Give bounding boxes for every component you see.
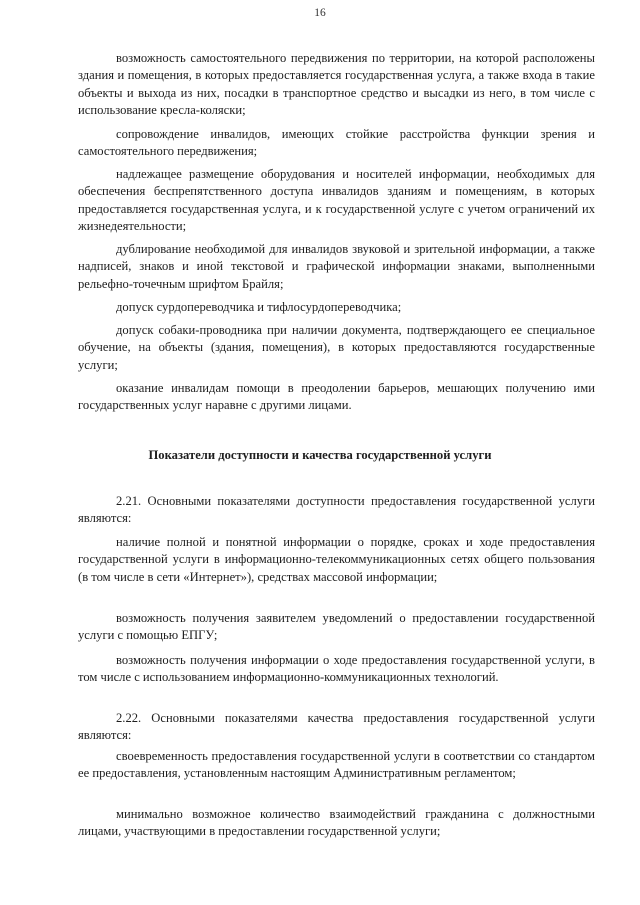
paragraph-information-availability: наличие полной и понятной информации о порядке, сроках и ходе предоставления государственной услуги в информационно-телекоммуникационных сетях общего пользования (в том числе в сети «Интернет»), средствах массовой информации; — [78, 535, 595, 584]
paragraph-notifications: возможность получения заявителем уведомлений о предоставлении государственной услуги с помощью ЕПГУ; — [78, 611, 595, 643]
paragraph-2-22: 2.22. Основными показателями качества предоставления государственной услуги являются: — [78, 711, 595, 743]
paragraph-progress-information: возможность получения информации о ходе предоставления государственной услуги, в том числе с использованием информационно-коммуникационных технологий. — [78, 653, 595, 685]
paragraph-equipment-placement: надлежащее размещение оборудования и носителей информации, необходимых для обеспечения беспрепятственного доступа инвалидов зданиям и помещениям, в которых предоставляется государственная услуга, и к государственной услуге с учетом ограничений их жизнедеятельности; — [78, 167, 595, 233]
paragraph-assistance: оказание инвалидам помощи в преодолении барьеров, мешающих получению ими государственных услуг наравне с другими лицами. — [78, 381, 595, 413]
page-number: 16 — [314, 7, 326, 19]
paragraph-mobility: возможность самостоятельного передвижения по территории, на которой расположены здания и помещения, в которых предоставляется государственная услуга, а также входа в такие объекты и выхода из них, посадки в транспортное средство и высадки из него, в том числе с использование кресла-коляски; — [78, 51, 595, 117]
paragraph-duplication: дублирование необходимой для инвалидов звуковой и зрительной информации, а также надписей, знаков и иной текстовой и графической информации знаками, выполненными рельефно-точечным шрифтом Брайля; — [78, 242, 595, 291]
paragraph-minimal-interactions: минимально возможное количество взаимодействий гражданина с должностными лицами, участвующими в предоставлении государственной услуги; — [78, 807, 595, 839]
paragraph-escort: сопровождение инвалидов, имеющих стойкие расстройства функции зрения и самостоятельного передвижения; — [78, 127, 595, 159]
paragraph-guide-dog: допуск собаки-проводника при наличии документа, подтверждающего ее специальное обучение, на объекты (здания, помещения), в которых предоставляются государственные услуги; — [78, 323, 595, 372]
paragraph-timeliness: своевременность предоставления государственной услуги в соответствии со стандартом ее предоставления, установленным настоящим Административным регламентом; — [78, 749, 595, 781]
paragraph-2-21: 2.21. Основными показателями доступности предоставления государственной услуги являются: — [78, 494, 595, 526]
section-heading: Показатели доступности и качества государственной услуги — [148, 448, 492, 462]
paragraph-sign-interpreter: допуск сурдопереводчика и тифлосурдопереводчика; — [116, 300, 402, 314]
